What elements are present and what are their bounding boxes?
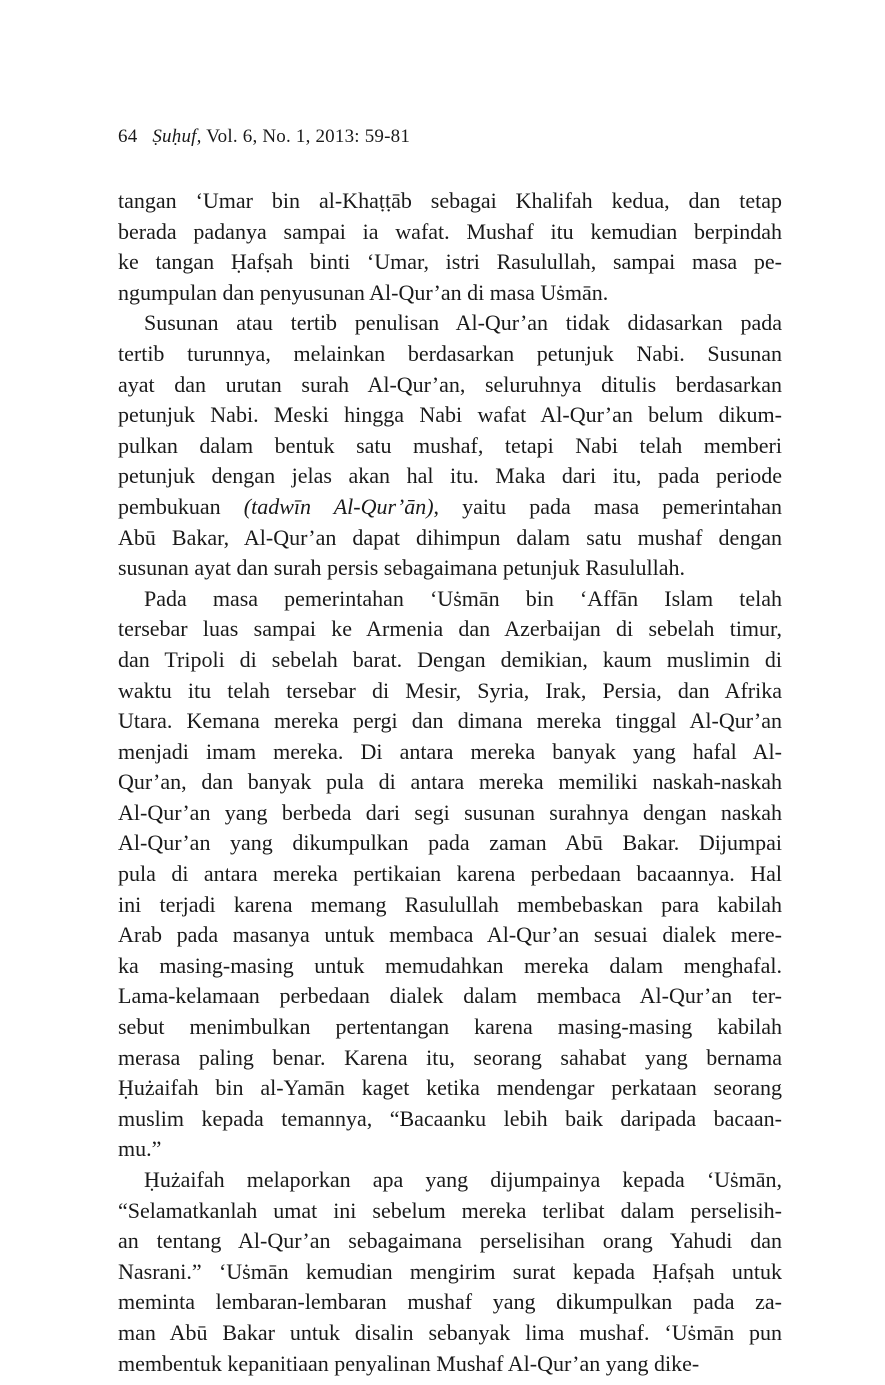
- text-line: waktu itu telah tersebar di Mesir, Syria, Irak, Persia, dan Afrika: [118, 677, 782, 703]
- text-line: Qur’an, dan banyak pula di antara mereka memiliki naskah-naskah: [118, 769, 782, 795]
- text-line: sebut menimbulkan pertentangan karena masing-masing kabilah: [118, 1014, 782, 1040]
- text-line: berada padanya sampai ia wafat. Mushaf itu kemudian berpindah: [118, 218, 782, 244]
- running-header: [118, 124, 410, 150]
- body-text: [118, 186, 782, 1379]
- text-line: petunjuk Nabi. Meski hingga Nabi wafat Al-Qur’an belum dikum-: [118, 402, 782, 428]
- text-line: Lama-kelamaan perbedaan dialek dalam membaca Al-Qur’an ter-: [118, 983, 782, 1009]
- text-line: ka masing-masing untuk memudahkan mereka dalam menghafal.: [118, 952, 782, 978]
- journal-title: Ṣuḥuf,: [152, 126, 202, 147]
- text-line: tersebar luas sampai ke Armenia dan Azerbaijan di sebelah timur,: [118, 616, 782, 642]
- text-line: menjadi imam mereka. Di antara mereka banyak yang hafal Al-: [118, 738, 782, 764]
- page-number: 64: [118, 126, 138, 147]
- paragraph: [118, 1165, 782, 1379]
- text-line: muslim kepada temannya, “Bacaanku lebih baik daripada bacaan-: [118, 1105, 782, 1131]
- text-line: ke tangan Ḥafṣah binti ‘Umar, istri Rasulullah, sampai masa pe-: [118, 249, 782, 275]
- text-line: an tentang Al-Qur’an sebagaimana perselisihan orang Yahudi dan: [118, 1228, 782, 1254]
- text-line: Al-Qur’an yang dikumpulkan pada zaman Abū Bakar. Dijumpai: [118, 830, 782, 856]
- italic-term: (tadwīn Al-Qur’ān): [243, 493, 434, 519]
- text-line: ini terjadi karena memang Rasulullah membebaskan para kabilah: [118, 891, 782, 917]
- citation: Vol. 6, No. 1, 2013: 59-81: [206, 126, 411, 147]
- text-line: Pada masa pemerintahan ‘Uṡmān bin ‘Affān Islam telah: [144, 585, 782, 611]
- text-line: Arab pada masanya untuk membaca Al-Qur’an sesuai dialek mere-: [118, 922, 782, 948]
- text-line: “Selamatkanlah umat ini sebelum mereka terlibat dalam perselisih-: [118, 1197, 782, 1223]
- text-line: membentuk kepanitiaan penyalinan Mushaf Al-Qur’an yang dike-: [118, 1350, 700, 1376]
- text-line: pula di antara mereka pertikaian karena perbedaan bacaannya. Hal: [118, 861, 782, 887]
- paragraph: [118, 308, 782, 583]
- text-line: Nasrani.” ‘Uṡmān kemudian mengirim surat kepada Ḥafṣah untuk: [118, 1258, 782, 1284]
- text-line: ayat dan urutan surah Al-Qur’an, seluruhnya ditulis berdasarkan: [118, 371, 782, 397]
- text-line: man Abū Bakar untuk disalin sebanyak lima mushaf. ‘Uṡmān pun: [118, 1319, 782, 1345]
- text-line: dan Tripoli di sebelah barat. Dengan demikian, kaum muslimin di: [118, 646, 782, 672]
- text-line: tangan ‘Umar bin al-Khaṭṭāb sebagai Khalifah kedua, dan tetap: [118, 188, 782, 213]
- text-line: susunan ayat dan surah persis sebagaimana petunjuk Rasulullah.: [118, 555, 685, 581]
- text-line: Abū Bakar, Al-Qur’an dapat dihimpun dalam satu mushaf dengan: [118, 524, 782, 550]
- paragraph: [118, 186, 782, 308]
- text-line: pulkan dalam bentuk satu mushaf, tetapi Nabi telah memberi: [118, 432, 782, 458]
- text-line: petunjuk dengan jelas akan hal itu. Maka dari itu, pada periode: [118, 463, 782, 489]
- text-line: Susunan atau tertib penulisan Al-Qur’an tidak didasarkan pada: [144, 310, 782, 336]
- text-line: tertib turunnya, melainkan berdasarkan petunjuk Nabi. Susunan: [118, 340, 782, 366]
- text-line: merasa paling benar. Karena itu, seorang sahabat yang bernama: [118, 1044, 782, 1070]
- text-line: Ḥużaifah melaporkan apa yang dijumpainya kepada ‘Uṡmān,: [144, 1167, 782, 1192]
- text-line: Al-Qur’an yang berbeda dari segi susunan surahnya dengan naskah: [118, 799, 782, 825]
- text-line: meminta lembaran-lembaran mushaf yang dikumpulkan pada za-: [118, 1289, 782, 1315]
- text-line: mu.”: [118, 1136, 162, 1162]
- text-line: Ḥużaifah bin al-Yamān kaget ketika mendengar perkataan seorang: [118, 1075, 782, 1101]
- text-line: ngumpulan dan penyusunan Al-Qur’an di masa Uṡmān.: [118, 279, 609, 305]
- text-line: pembukuan (tadwīn Al-Qur’ān), yaitu pada masa pemerintahan: [118, 493, 782, 519]
- paragraph: [118, 584, 782, 1165]
- text-line: Utara. Kemana mereka pergi dan dimana mereka tinggal Al-Qur’an: [118, 708, 782, 734]
